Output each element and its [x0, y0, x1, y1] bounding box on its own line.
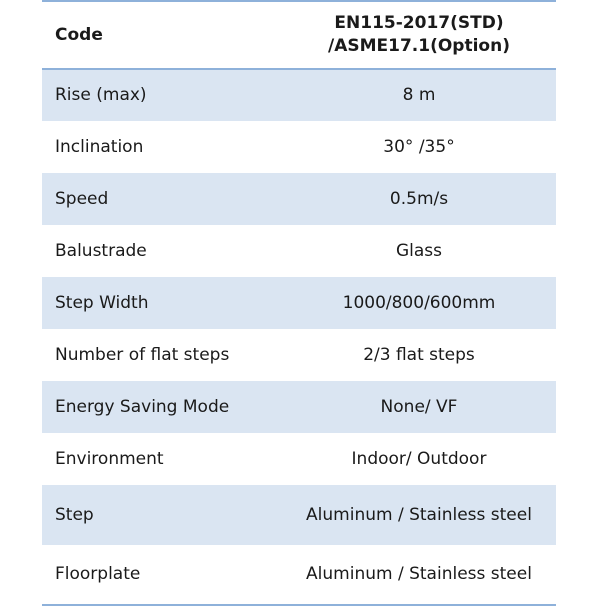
- row-label: Number of flat steps: [55, 344, 230, 365]
- table-row-step: [42, 485, 556, 545]
- row-label: Rise (max): [55, 85, 147, 106]
- row-value: Aluminum / Stainless steel: [306, 504, 532, 525]
- header-label-code: Code: [42, 1, 282, 69]
- specification-table: [42, 0, 556, 606]
- header-value-line-2: /ASME17.1(Option): [328, 36, 510, 56]
- row-label: Environment: [55, 448, 164, 469]
- row-label: Floorplate: [55, 564, 141, 585]
- header-value-line-1: EN115-2017(STD): [334, 13, 504, 34]
- table-body: [42, 69, 556, 605]
- table-row-environment: [42, 433, 556, 485]
- table-row-inclination: [42, 121, 556, 173]
- row-label: Step: [55, 504, 94, 525]
- row-value: Aluminum / Stainless steel: [306, 564, 532, 585]
- row-value: 8 m: [402, 85, 436, 106]
- table-row-rise: [42, 69, 556, 121]
- table-row-floorplate: [42, 545, 556, 605]
- row-label: Energy Saving Mode: [55, 396, 230, 417]
- row-label: Speed: [55, 188, 109, 209]
- row-value: 0.5m/s: [389, 188, 449, 209]
- table-row-step-width: [42, 277, 556, 329]
- row-value: 2/3 flat steps: [363, 344, 475, 365]
- row-label: Balustrade: [55, 240, 147, 261]
- row-value: 1000/800/600mm: [342, 292, 496, 313]
- header-row: [42, 1, 556, 69]
- header-value-standard: [282, 1, 556, 69]
- row-value: 30° /35°: [383, 136, 455, 157]
- row-label: Step Width: [55, 292, 149, 313]
- row-label: Inclination: [55, 136, 144, 157]
- row-value: Glass: [395, 240, 443, 261]
- row-value: None/ VF: [380, 396, 458, 417]
- table-row-energy-saving: [42, 381, 556, 433]
- table-row-speed: [42, 173, 556, 225]
- row-value: Indoor/ Outdoor: [351, 448, 487, 469]
- table-row-flat-steps: [42, 329, 556, 381]
- table-row-balustrade: [42, 225, 556, 277]
- table-header: [42, 1, 556, 69]
